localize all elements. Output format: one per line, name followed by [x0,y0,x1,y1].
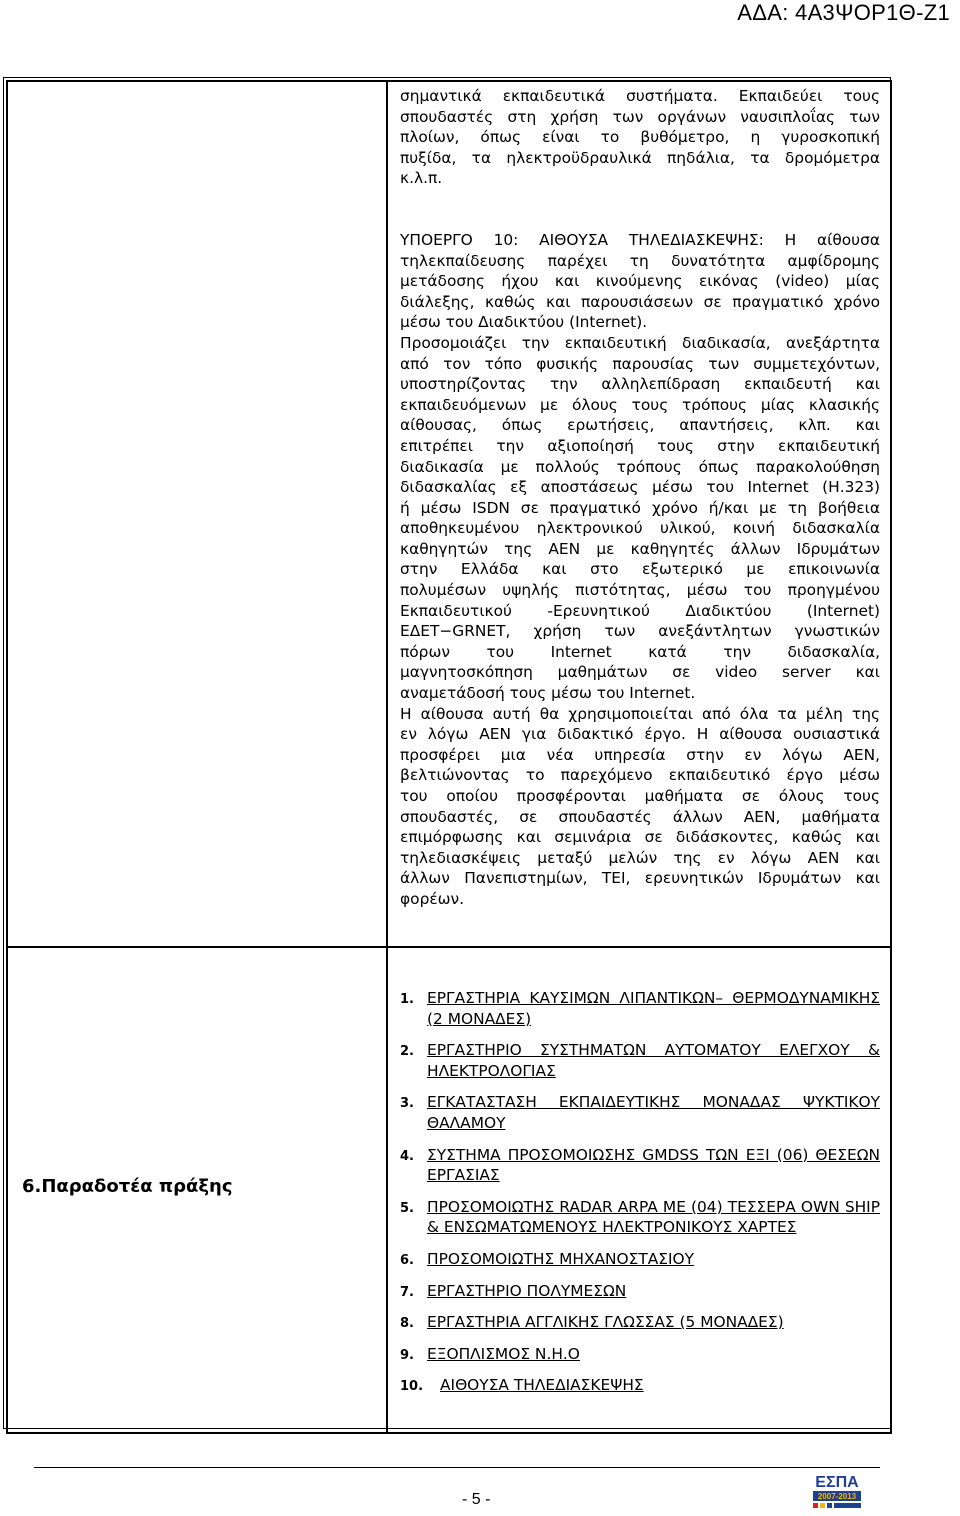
text-line: εν λόγω ΑΕΝ για διδακτικό έργο. Η αίθουσα ουσιαστικά [400,725,880,744]
list-item-text: ΠΡΟΣΟΜΟΙΩΤΗΣ RADAR ARPA ΜΕ (04) ΤΕΣΣΕΡΑ OWN SHIP & ΕΝΣΩΜΑΤΩΜΕΝΟΥΣ ΗΛΕΚΤΡΟΝΙΚΟΥΣ ΧΑΡΤΕΣ [427,1197,880,1237]
espa-logo [810,1470,864,1510]
text-line: επιτρέπει την αξιοποίησή τους στην εκπαιδευτική [400,436,880,455]
list-item-number: 8. [400,1316,414,1332]
text-line: άλλων Πανεπιστημίων, ΤΕΙ, ερευνητικών Ιδρυμάτων και [400,869,880,888]
ada-code: ΑΔΑ: 4Α3ΨΟΡ1Θ-Ζ1 [737,0,950,25]
text-line: στην Ελλάδα και στο εξωτερικό με επικοινωνία [400,560,880,579]
table-cell-empty [8,82,388,946]
text-line: υποστηρίζοντας την αλληλεπίδραση εκπαιδευτή και [400,375,880,394]
list-item [400,1197,880,1238]
list-item-text: ΕΡΓΑΣΤΗΡΙΟ ΣΥΣΤΗΜΑΤΩΝ ΑΥΤΟΜΑΤΟΥ ΕΛΕΓΧΟΥ & ΗΛΕΚΤΡΟΛΟΓΙΑΣ [427,1041,880,1080]
text-line: σπουδαστές, σε σπουδαστές άλλων ΑΕΝ, μαθήματα [400,807,880,826]
list-item-text: ΠΡΟΣΟΜΟΙΩΤΗΣ ΜΗΧΑΝΟΣΤΑΣΙΟΥ [427,1249,695,1268]
list-item-number: 1. [400,992,414,1007]
list-item-number: 6. [400,1252,414,1268]
text-line: του οποίου προσφέρονται μαθήματα σε όλους τους [400,787,880,805]
text-line: πόρων του Internet κατά την διδασκαλία, [400,642,880,661]
text-line: μετάδοσης ήχου και κινούμενης εικόνας (video) μίας [400,272,880,291]
table-cell-deliverables-label [8,948,388,1432]
list-item-number: 3. [400,1096,414,1112]
list-item-number: 2. [400,1044,414,1060]
list-item-number: 9. [400,1347,414,1363]
list-item [400,1249,880,1270]
list-item-text: ΣΥΣΤΗΜΑ ΠΡΟΣΟΜΟΙΩΣΗΣ GMDSS ΤΩΝ ΕΞΙ (06) ΘΕΣΕΩΝ ΕΡΓΑΣΙΑΣ [427,1145,880,1185]
text-line: επιμόρφωσης και σεμινάρια σε διδάσκοντες, καθώς και [400,828,880,847]
text-line: πλοίων, όπως είναι το βυθόμετρο, η γυροσκοπική [400,128,880,147]
text-line: αίθουσας, όπως ερωτήσεις, απαντήσεις, κλπ. και [400,416,880,435]
paragraph-intro [400,86,880,189]
text-line: προσφέρει μια νέα υπηρεσία στην εν λόγω ΑΕΝ, [400,745,880,764]
list-item-number: 5. [400,1200,414,1216]
table-row-description [8,82,890,948]
list-item [400,1040,880,1081]
text-line: διδασκαλίας εξ αποστάσεως μέσω του Internet (Η.323) [400,478,880,497]
text-line: βελτιώνοντας το παρεχόμενο εκπαιδευτικό έργο μέσω [400,766,880,785]
list-item [400,988,880,1029]
text-line: τηλεδιασκέψεις μεταξύ μελών της εν λόγω ΑΕΝ και [400,848,880,867]
content-table [6,80,892,1434]
espa-logo-years: 2007-2013 [817,1492,857,1501]
text-line: εκπαιδευόμενων με όλους τους τρόπους μίας κλασικής [400,395,880,414]
text-line: μέσω του Διαδικτύου (Internet). [400,313,648,332]
text-line: πολυμέσων υψηλής πιστότητας, μέσω του προηγμένου [400,581,880,600]
text-line: ΥΠΟΕΡΓΟ 10: ΑΙΘΟΥΣΑ ΤΗΛΕΔΙΑΣΚΕΨΗΣ: Η αίθουσα [400,230,880,249]
list-item [400,1092,880,1133]
list-item [400,1344,880,1365]
list-item [400,1375,880,1396]
page-number: - 5 - [462,1491,491,1508]
list-item-text: ΕΓΚΑΤΑΣΤΑΣΗ ΕΚΠΑΙΔΕΥΤΙΚΗΣ ΜΟΝΑΔΑΣ ΨΥΚΤΙΚΟΥ ΘΑΛΑΜΟΥ [427,1093,880,1132]
text-line: καθηγητών της ΑΕΝ με καθηγητές άλλων Ιδρυμάτων [400,539,880,558]
list-item-text: ΕΡΓΑΣΤΗΡΙΑ ΑΓΓΛΙΚΗΣ ΓΛΩΣΣΑΣ (5 ΜΟΝΑΔΕΣ) [427,1313,784,1332]
deliverables-list [400,952,880,1396]
text-line: πυξίδα, τα ηλεκτροϋδραυλικά πηδάλια, τα δρομόμετρα [400,148,880,167]
list-item-number: 4. [400,1148,414,1164]
text-line: τηλεκπαίδευσης παρέχει τη δυνατότητα αμφίδρομης [400,251,880,270]
list-item-number: 7. [400,1284,414,1300]
text-line: ΕΔΕΤ−GRNET, χρήση των ανεξάντλητων γνωστικών [400,622,880,641]
text-line: διαδικασία με πολλούς τρόπους όπως παρακολούθηση [400,457,880,476]
list-item-number: 10. [400,1379,424,1395]
text-line: Προσομοιάζει την εκπαιδευτική διαδικασία, ανεξάρτητα [400,333,880,352]
text-line: αναμετάδοσή τους μέσω του Internet. [400,684,696,703]
text-line: αποθηκευμένου ηλεκτρονικού υλικού, κοινή διδασκαλία [400,519,880,538]
table-cell-description [388,82,888,946]
footer-divider [34,1467,880,1468]
list-item-text: ΕΞΟΠΛΙΣΜΟΣ Ν.Η.Ο [427,1344,580,1363]
text-line: σπουδαστές στη χρήση των οργάνων ναυσιπλοΐας των [400,107,880,126]
list-item [400,1145,880,1186]
list-item-text: ΕΡΓΑΣΤΗΡΙΟ ΠΟΛΥΜΕΣΩΝ [427,1281,627,1300]
text-line: σημαντικά εκπαιδευτικά συστήματα. Εκπαιδεύει τους [400,87,880,105]
text-line: μαγνητοσκόπηση μαθημάτων σε video server και [400,663,880,682]
deliverables-heading: 6.Παραδοτέα πράξης [22,1176,233,1197]
list-item-text: ΕΡΓΑΣΤΗΡΙΑ ΚΑΥΣΙΜΩΝ ΛΙΠΑΝΤΙΚΩΝ– ΘΕΡΜΟΔΥΝΑΜΙΚΗΣ (2 ΜΟΝΑΔΕΣ) [427,989,880,1028]
list-item [400,1281,880,1302]
list-item-text: ΑΙΘΟΥΣΑ ΤΗΛΕΔΙΑΣΚΕΨΗΣ [440,1376,644,1395]
list-item [400,1312,880,1333]
text-line: διάλεξης, καθώς και παρουσιάσεων σε πραγματικό χρόνο [400,292,880,311]
table-row-deliverables [8,948,890,1432]
text-line: Η αίθουσα αυτή θα χρησιμοποιείται από όλα τα μέλη της [400,704,880,723]
espa-logo-text: ΕΣΠΑ [815,1474,859,1491]
paragraph-subproject-10 [400,230,880,910]
text-line: Εκπαιδευτικού -Ερευνητικού Διαδικτύου (Internet) [400,601,880,620]
text-line: από τον τόπο φυσικής παρουσίας των συμμετεχόντων, [400,354,880,373]
text-line: φορέων. [400,889,465,908]
text-line: κ.λ.π. [400,169,443,188]
text-line: ή μέσω ISDN σε πραγματικό χρόνο ή/και με τη βοήθεια [400,498,880,517]
table-cell-deliverables-list [388,948,888,1432]
